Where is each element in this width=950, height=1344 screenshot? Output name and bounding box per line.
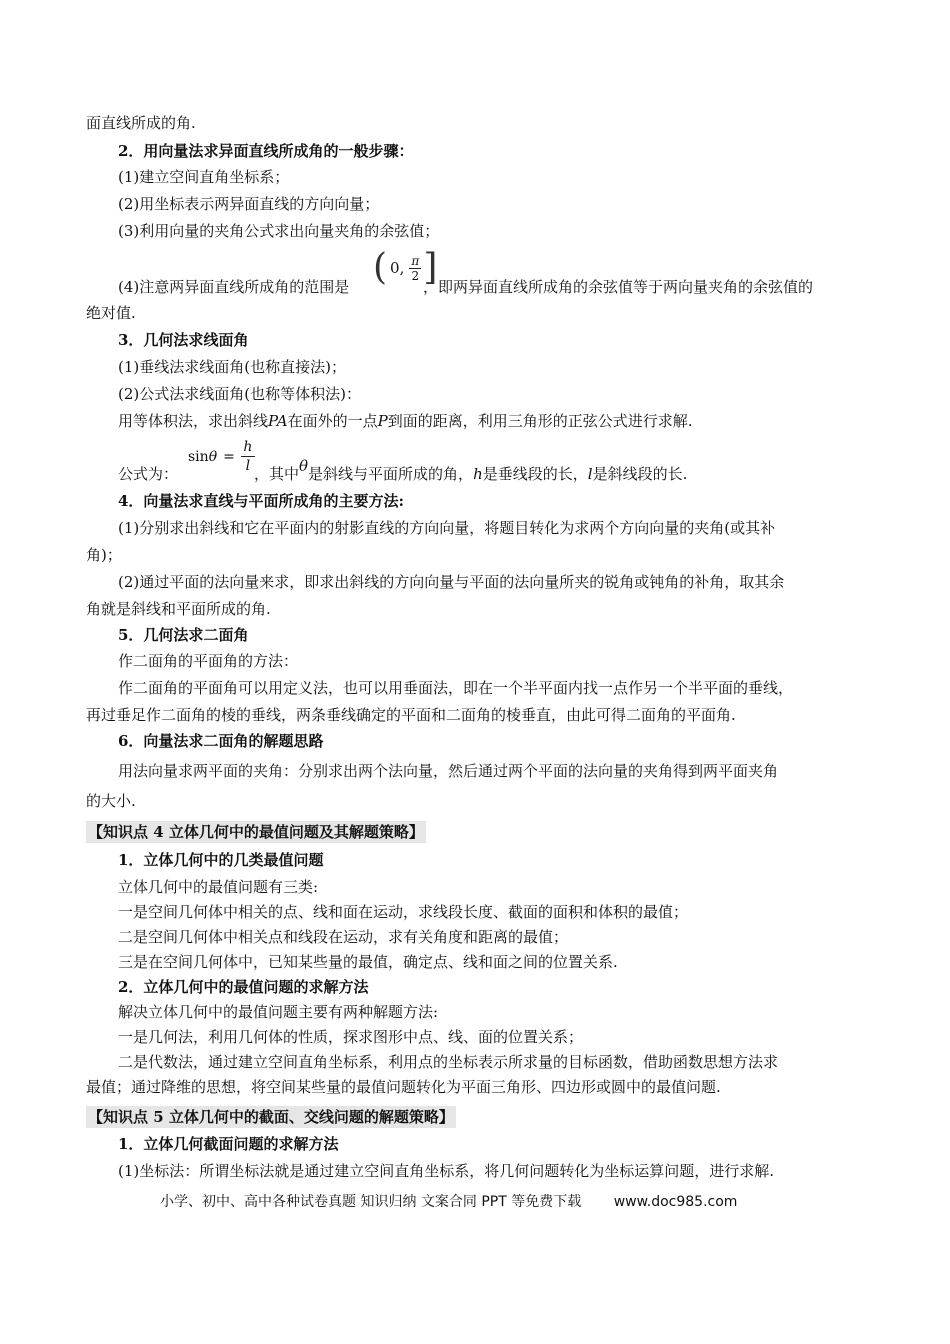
text-line: 再过垂足作二面角的棱的垂线，两条垂线确定的平面和二面角的棱垂直，由此可得二面角的平面角. [86, 706, 736, 724]
math-symbol: PA [268, 412, 288, 430]
text-segment: 是斜线段的长. [592, 465, 688, 483]
text-line: 一是空间几何体中相关的点、线和面在运动，求线段长度、截面的面积和体积的最值； [118, 903, 689, 921]
text-line: (1)建立空间直角坐标系； [118, 168, 290, 186]
text-line: 作二面角的平面角可以用定义法，也可以用垂面法，即在一个半平面内找一点作另一个半平面的垂线， [118, 679, 794, 697]
text-line: ，即两异面直线所成角的余弦值等于两向量夹角的余弦值的 [423, 278, 814, 296]
text-line: (1)坐标法：所谓坐标法就是通过建立空间直角坐标系，将几何问题转化为坐标运算问题，进行求解. [118, 1162, 775, 1180]
fraction-denominator: l [245, 458, 251, 474]
theta-symbol: θ [299, 457, 309, 475]
text-segment: 是斜线与平面所成的角， [308, 465, 474, 483]
text-line: 解决立体几何中的最值问题主要有两种解题方法: [118, 1003, 439, 1021]
knowledge-point-header: 【知识点 5 立体几何中的截面、交线问题的解题策略】 [88, 1108, 454, 1126]
text-line: 角)； [86, 546, 122, 564]
interval-close-bracket: ] [423, 247, 438, 288]
math-symbol: l [587, 465, 593, 483]
text-line: 二是空间几何体中相关点和线段在运动，求有关角度和距离的最值； [118, 928, 569, 946]
text-line: (1)垂线法求线面角(也称直接法)； [118, 358, 346, 376]
footer-url[interactable]: www.doc985.com [613, 1194, 738, 1210]
text-line: 最值；通过降维的思想，将空间某些量的最值问题转化为平面三角形、四边形或圆中的最值问题. [86, 1078, 721, 1096]
section-heading: 4．向量法求直线与平面所成角的主要方法: [118, 492, 404, 510]
section-heading: 1．立体几何中的几类最值问题 [118, 851, 324, 869]
theta-symbol: θ [208, 448, 218, 465]
pi-over-two-fraction [409, 254, 421, 283]
text-line: 绝对值. [86, 304, 136, 322]
sin-text: sin [188, 448, 209, 465]
interval-open-paren: ( [373, 247, 388, 288]
text-segment: 在面外的一点 [287, 412, 378, 430]
math-symbol: h [473, 465, 483, 483]
text-line: (1)分别求出斜线和它在平面内的射影直线的方向向量，将题目转化为求两个方向向量的夹角(或其补 [118, 519, 776, 537]
text-line: 面直线所成的角. [86, 114, 196, 132]
page-footer [160, 1191, 737, 1211]
section-heading: 5．几何法求二面角 [118, 626, 249, 644]
equals-sign: = [223, 448, 235, 465]
section-heading: 2．用向量法求异面直线所成角的一般步骤： [118, 142, 414, 160]
text-line [118, 410, 908, 432]
text-line: (4)注意两异面直线所成角的范围是 [118, 278, 350, 296]
text-line: 一是几何法，利用几何体的性质，探求图形中点、线、面的位置关系； [118, 1028, 584, 1046]
text-segment: 是垂线段的长， [482, 465, 588, 483]
text-line: 作二面角的平面角的方法： [118, 652, 299, 670]
text-line: 公式为： [118, 465, 179, 483]
text-line: (2)公式法求线面角(也称等体积法)： [118, 385, 361, 403]
text-line: 三是在空间几何体中，已知某些量的最值，确定点、线和面之间的位置关系. [118, 953, 618, 971]
knowledge-point-header: 【知识点 4 立体几何中的最值问题及其解题策略】 [88, 823, 424, 841]
section-heading: 6．向量法求二面角的解题思路 [118, 732, 324, 750]
text-line: (2)通过平面的法向量来求，即求出斜线的方向向量与平面的法向量所夹的锐角或钝角的补角，取其余 [118, 573, 785, 591]
fraction-denominator: 2 [411, 268, 420, 283]
text-line: 二是代数法，通过建立空间直角坐标系，利用点的坐标表示所求量的目标函数，借助函数思想方法求 [118, 1053, 779, 1071]
math-symbol: P [377, 412, 388, 430]
text-line: 的大小. [86, 792, 136, 810]
section-heading: 1．立体几何截面问题的求解方法 [118, 1135, 339, 1153]
text-line: 立体几何中的最值问题有三类: [118, 878, 319, 896]
section-heading: 3．几何法求线面角 [118, 331, 249, 349]
text-line: 角就是斜线和平面所成的角. [86, 600, 271, 618]
fraction-numerator: π [411, 253, 420, 268]
fraction-numerator: h [243, 439, 253, 455]
interval-zero: 0, [390, 259, 405, 277]
text-segment: 到面的距离，利用三角形的正弦公式进行求解. [387, 412, 693, 430]
text-line: (2)用坐标表示两异面直线的方向向量； [118, 195, 380, 213]
text-line: (3)利用向量的夹角公式求出向量夹角的余弦值； [118, 222, 440, 240]
text-segment: 用等体积法，求出斜线 [118, 412, 269, 430]
h-over-l-fraction [241, 438, 255, 475]
sine-formula [188, 438, 255, 475]
text-line: 用法向量求两平面的夹角：分别求出两个法向量，然后通过两个平面的法向量的夹角得到两平面夹角 [118, 762, 779, 780]
text-line [254, 457, 874, 485]
text-segment: ，其中 [254, 465, 300, 483]
footer-text: 小学、初中、高中各种试卷真题 知识归纳 文案合同 PPT 等免费下载 [160, 1194, 582, 1210]
section-heading: 2．立体几何中的最值问题的求解方法 [118, 978, 369, 996]
